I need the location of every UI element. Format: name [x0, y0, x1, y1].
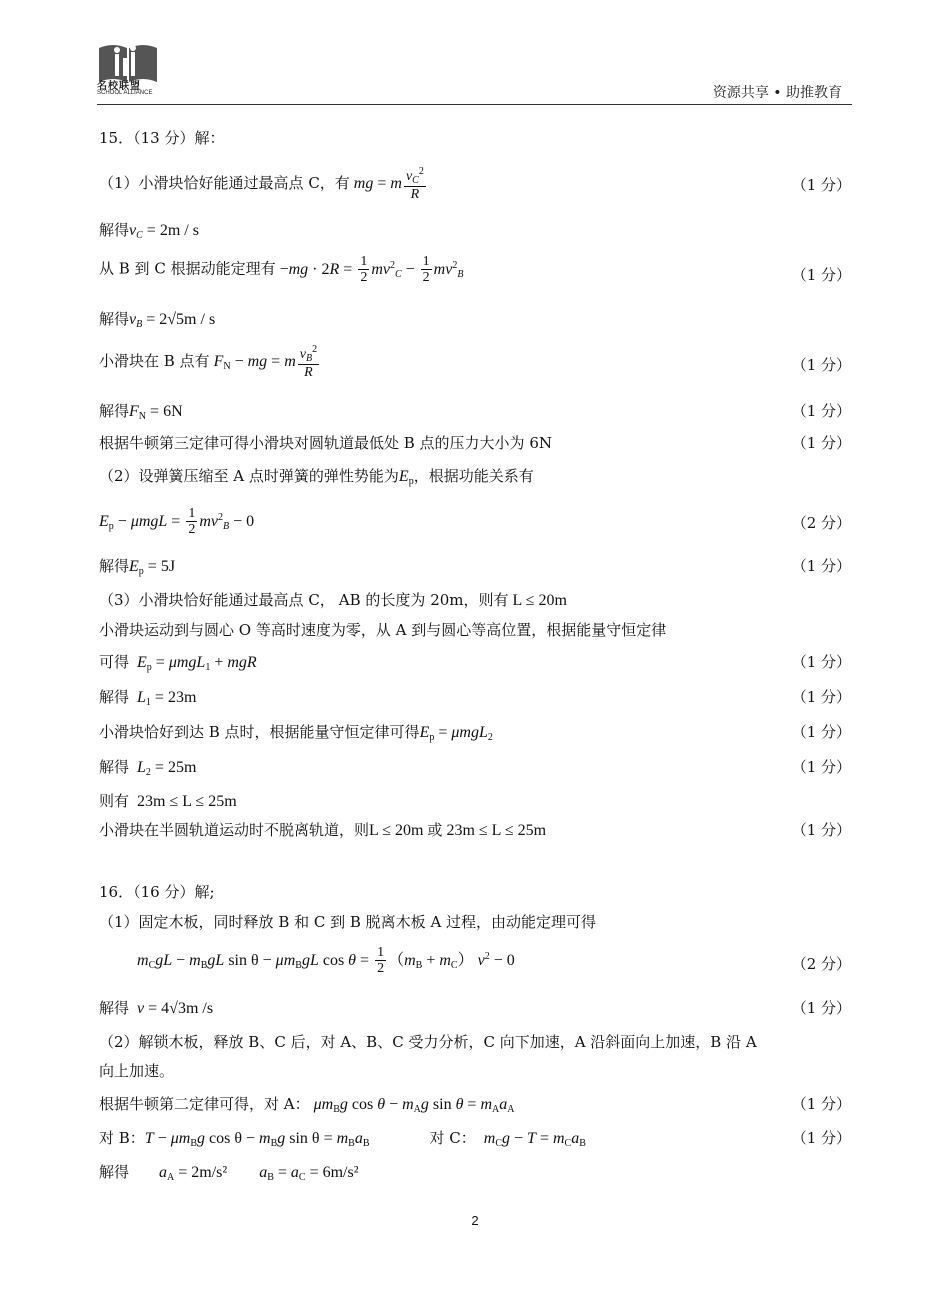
- q16-line1: （1）固定木板，同时释放 B 和 C 到 B 脱离木板 A 过程，由动能定理可得: [99, 913, 597, 931]
- q15-line10: 解得$E_p = 5J$ （1 分）: [99, 557, 851, 577]
- q15-line15: 小滑块恰好到达 B 点时，根据能量守恒定律可得$E_p = \mu mgL_2$ （1 分）: [99, 723, 851, 743]
- q15-line17: 则有 23m ≤ L ≤ 25m: [99, 792, 237, 810]
- q16-line4: （2）解锁木板，释放 B、C 后，对 A、B、C 受力分析，C 向下加速，A 沿斜面向上加速，B 沿 A: [99, 1033, 757, 1051]
- q15-line7: 根据牛顿第三定律可得小滑块对圆轨道最低处 B 点的压力大小为 6N （1 分）: [99, 434, 851, 452]
- score: （1 分）: [791, 653, 851, 671]
- q15-line14: 解得 $L_1 = 23m$ （1 分）: [99, 688, 851, 708]
- score: （1 分）: [791, 821, 851, 839]
- q15-line11: （3）小滑块恰好能通过最高点 C， AB 的长度为 20m，则有 L ≤ 20m: [99, 591, 567, 609]
- q15-line13: 可得 $E_p = \mu mgL_1$ + mgR （1 分）: [99, 653, 851, 673]
- q15-line12: 小滑块运动到与圆心 O 等高时速度为零，从 A 到与圆心等高位置，根据能量守恒定律: [99, 621, 667, 639]
- score: （1 分）: [791, 999, 851, 1017]
- q15-title: 15．（13 分）解：: [99, 129, 225, 147]
- q15-line3: 从 B 到 C 根据动能定理有 −mg · 2R = $\frac{1}{2}$ $mv^2_C$ − $\frac{1}{2}$ $mv^2_B$ （1 分）: [99, 254, 851, 286]
- page-number: 2: [471, 1213, 479, 1228]
- q16-line8: 解得 $a_A = 2m/s^2$ $a_B = a_C = 6m/s^2$: [99, 1163, 359, 1183]
- score: （1 分）: [791, 1095, 851, 1113]
- score: （1 分）: [791, 723, 851, 741]
- score: （1 分）: [791, 557, 851, 575]
- score: （2 分）: [791, 514, 851, 532]
- score: （1 分）: [791, 402, 851, 420]
- page-header: [97, 28, 852, 105]
- score: （1 分）: [791, 688, 851, 706]
- q15-line6: 解得$F_N = 6N$ （1 分）: [99, 402, 851, 422]
- score: （1 分）: [791, 176, 851, 194]
- score: （1 分）: [791, 758, 851, 776]
- score: （1 分）: [791, 266, 851, 284]
- score: （1 分）: [791, 356, 851, 374]
- q16-title: 16．（16 分）解;: [99, 883, 215, 901]
- q15-line5: 小滑块在 B 点有 $F_N$ − mg = m $\frac{v_B^2}{R}$ （1 分）: [99, 344, 851, 380]
- header-tagline: 资源共享 • 助推教育: [712, 85, 842, 101]
- score: （2 分）: [791, 955, 851, 973]
- q15-line18: 小滑块在半圆轨道运动时不脱离轨道，则L ≤ 20m 或 23m ≤ L ≤ 25m （1 分）: [99, 821, 851, 839]
- q15-line8: （2）设弹簧压缩至 A 点时弹簧的弹性势能为$E_p$，根据功能关系有: [99, 467, 534, 487]
- q15-line16: 解得 $L_2 = 25m$ （1 分）: [99, 758, 851, 778]
- q16-line3: 解得 v = 4√3m /s （1 分）: [99, 999, 851, 1017]
- logo-text-en: SCHOOL ALLIANCE: [97, 90, 153, 96]
- q16-line6: 根据牛顿第二定律可得，对 A： $\mu m_Bg$ $\cos \theta - m_Ag$ $\sin \theta = m_Aa_A$ （1 分）: [99, 1095, 851, 1115]
- q15-line9: $E_p - \mu mgL$ = $\frac{1}{2}$ $mv^2_B - 0$ （2 分）: [99, 506, 851, 538]
- q16-line5: 向上加速。: [99, 1062, 175, 1080]
- logo-text-cn: 名校联盟: [97, 81, 141, 92]
- q15-line1: （1）小滑块恰好能通过最高点 C，有 mg = m $\frac{v_C^2}{R}$ （1 分）: [99, 166, 851, 202]
- q16-line7: 对 B：$T - \mu m_Bg$ $\cos \theta - m_Bg$ $\sin \theta = m_Ba_B$ 对 C： $m_Cg - T = m_Ca_B$ （1 分）: [99, 1129, 851, 1149]
- score: （1 分）: [791, 1129, 851, 1147]
- q16-line2: $m_CgL - m_BgL$ $\sin \theta - \mu m_BgL$ cos θ = $\frac{1}{2}$ $(m_B + m_C) v^2 - 0$ （2 分）: [137, 945, 851, 977]
- q15-line4: 解得$v_B = 2√5m / s$: [99, 310, 216, 330]
- q15-line2: 解得$v_C = 2m / s$: [99, 221, 199, 241]
- score: （1 分）: [791, 434, 851, 452]
